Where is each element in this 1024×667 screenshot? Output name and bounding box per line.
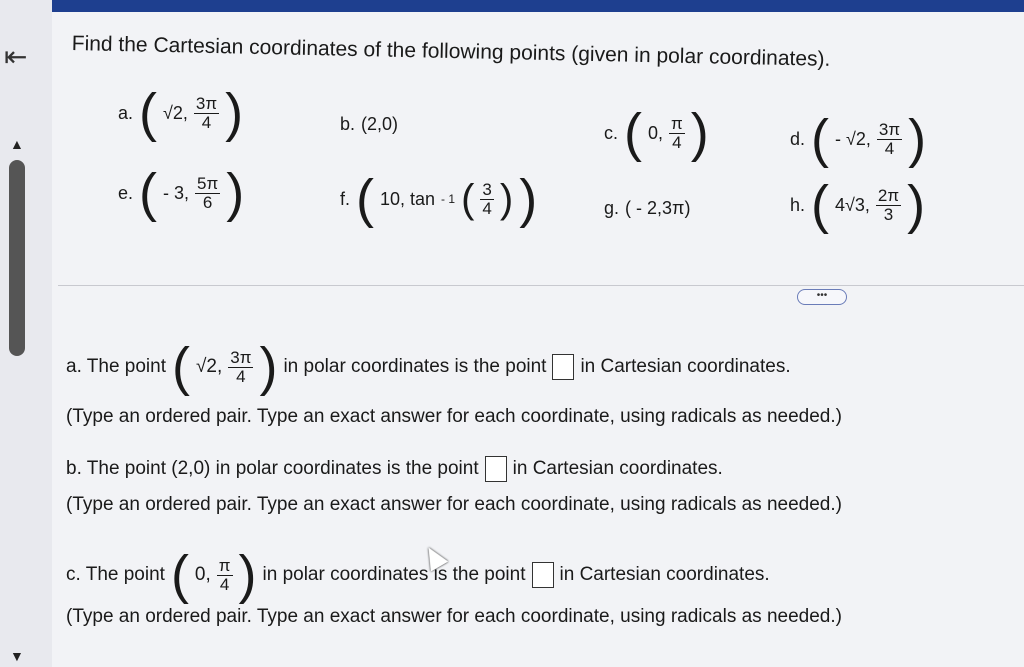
right-paren: ) bbox=[238, 545, 257, 605]
left-paren: ( bbox=[356, 169, 374, 229]
answer-a-input[interactable] bbox=[552, 354, 574, 380]
point-coord: √2, bbox=[163, 102, 188, 123]
left-paren: ( bbox=[811, 109, 829, 169]
point-a bbox=[118, 83, 244, 143]
point-label: g. bbox=[604, 198, 620, 218]
point-coord: √2, bbox=[196, 356, 223, 377]
answer-lead: a. The point bbox=[66, 356, 167, 377]
inner-left-paren: ( bbox=[461, 177, 475, 221]
point-label: d. bbox=[790, 128, 806, 149]
left-paren: ( bbox=[139, 83, 157, 143]
fraction bbox=[228, 349, 253, 386]
numerator: π bbox=[218, 555, 231, 575]
fraction bbox=[877, 121, 902, 158]
point-coord: 10, tan bbox=[380, 188, 436, 209]
numerator: 3π bbox=[195, 93, 218, 113]
right-paren: ) bbox=[519, 169, 538, 229]
answer-c-input[interactable] bbox=[532, 562, 554, 588]
right-paren: ) bbox=[226, 163, 245, 223]
question-text: Find the Cartesian coordinates of the following points (given in polar coordinates). bbox=[71, 32, 831, 71]
point-coord: ( - 2,3π) bbox=[625, 198, 691, 218]
point-coord: - √2, bbox=[835, 128, 871, 149]
left-paren: ( bbox=[172, 337, 190, 397]
inner-right-paren: ) bbox=[499, 177, 514, 221]
point-coord: 4√3, bbox=[835, 194, 870, 215]
point-coord: - 3, bbox=[163, 182, 190, 203]
instruction-c: (Type an ordered pair. Type an exact answer for each coordinate, using radicals as needed.) bbox=[66, 606, 842, 627]
numerator: 2π bbox=[877, 185, 900, 205]
answer-tail: in Cartesian coordinates. bbox=[559, 564, 770, 585]
left-paren: ( bbox=[139, 163, 157, 223]
scrollbar-thumb[interactable] bbox=[9, 160, 25, 356]
answer-lead: b. The point (2,0) in polar coordinates is the point bbox=[66, 458, 479, 479]
answer-b bbox=[66, 456, 723, 482]
denominator: 4 bbox=[884, 138, 895, 158]
fraction bbox=[217, 557, 233, 594]
fraction bbox=[876, 187, 901, 224]
point-g bbox=[604, 198, 690, 219]
point-coord: 0, bbox=[194, 564, 211, 585]
point-e bbox=[118, 163, 245, 223]
denominator: 4 bbox=[236, 366, 246, 386]
scroll-down-icon[interactable]: ▼ bbox=[10, 648, 24, 664]
top-bar bbox=[0, 0, 1024, 12]
point-label: f. bbox=[340, 188, 351, 209]
answer-lead: c. The point bbox=[66, 564, 165, 585]
numerator: 3π bbox=[230, 347, 252, 367]
right-paren: ) bbox=[225, 83, 244, 143]
denominator: 4 bbox=[672, 132, 682, 152]
denominator: 4 bbox=[201, 112, 212, 132]
answer-tail: in Cartesian coordinates. bbox=[512, 458, 723, 479]
point-coord: 0, bbox=[648, 122, 664, 143]
denominator: 4 bbox=[219, 574, 230, 594]
right-paren: ) bbox=[690, 103, 709, 163]
fraction bbox=[194, 95, 219, 132]
point-label: h. bbox=[790, 194, 806, 215]
fraction bbox=[669, 115, 685, 152]
numerator: 5π bbox=[197, 173, 219, 193]
right-paren: ) bbox=[259, 337, 278, 397]
left-sidebar bbox=[0, 0, 52, 667]
instruction-a: (Type an ordered pair. Type an exact answer for each coordinate, using radicals as needed.) bbox=[66, 406, 842, 427]
left-paren: ( bbox=[624, 103, 642, 163]
point-label: e. bbox=[118, 182, 134, 203]
numerator: 3π bbox=[878, 119, 901, 139]
point-h bbox=[790, 175, 926, 235]
inverse-superscript: - 1 bbox=[441, 192, 456, 206]
denominator: 3 bbox=[883, 204, 894, 224]
right-paren: ) bbox=[907, 175, 926, 235]
denominator: 6 bbox=[202, 192, 213, 212]
scroll-up-icon[interactable]: ▲ bbox=[10, 136, 24, 152]
answer-tail: in Cartesian coordinates. bbox=[580, 356, 791, 377]
point-label: c. bbox=[604, 122, 619, 143]
right-paren: ) bbox=[908, 109, 927, 169]
fraction bbox=[195, 175, 220, 212]
answer-mid: in polar coordinates is the point bbox=[262, 564, 526, 585]
collapse-icon[interactable]: ⇤ bbox=[4, 41, 28, 72]
left-paren: ( bbox=[170, 545, 189, 605]
answer-b-input[interactable] bbox=[485, 456, 507, 482]
fraction bbox=[480, 181, 493, 218]
point-label: b. bbox=[340, 114, 356, 134]
point-b bbox=[340, 114, 398, 135]
numerator: π bbox=[671, 113, 683, 133]
section-divider bbox=[58, 285, 1024, 286]
more-button[interactable]: ••• bbox=[797, 289, 847, 305]
point-f bbox=[340, 169, 538, 229]
point-label: a. bbox=[118, 102, 134, 123]
answer-a bbox=[66, 337, 791, 397]
numerator: 3 bbox=[482, 179, 492, 199]
left-paren: ( bbox=[811, 175, 829, 235]
answer-mid: in polar coordinates is the point bbox=[283, 356, 547, 377]
denominator: 4 bbox=[482, 198, 492, 218]
instruction-b: (Type an ordered pair. Type an exact answer for each coordinate, using radicals as needed.) bbox=[66, 494, 842, 515]
point-c bbox=[604, 103, 709, 163]
answer-c bbox=[66, 545, 770, 605]
point-d bbox=[790, 109, 927, 169]
point-coord: (2,0) bbox=[361, 114, 399, 134]
